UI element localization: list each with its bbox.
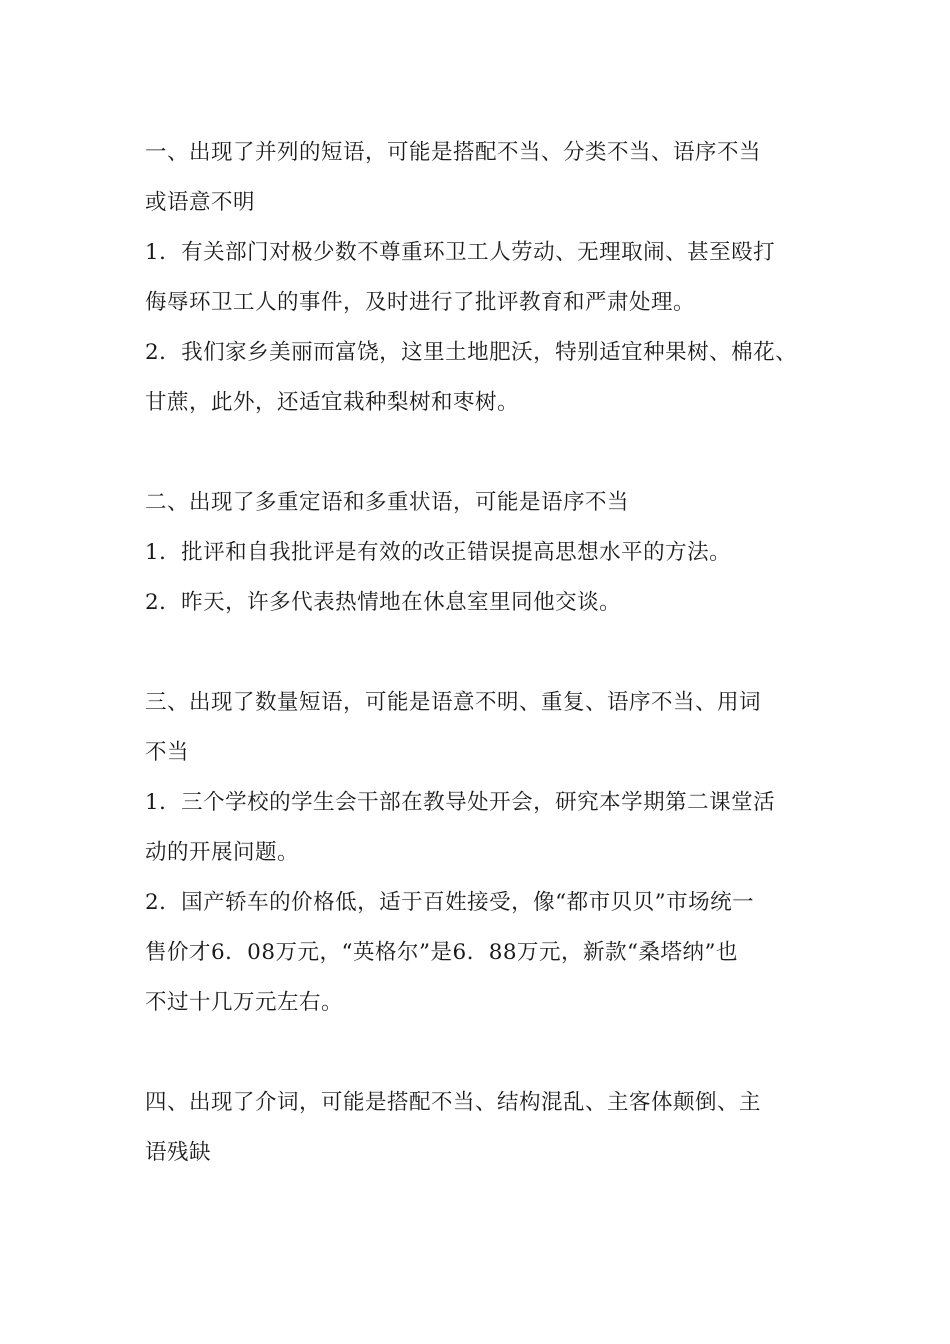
- item-line: 动的开展问题。: [145, 840, 300, 865]
- section-1: [145, 128, 845, 428]
- heading-line: 语残缺: [145, 1140, 212, 1165]
- example-item: [145, 228, 845, 328]
- section-heading: [145, 128, 845, 228]
- section-heading: [145, 678, 845, 778]
- item-line: 2．昨天，许多代表热情地在休息室里同他交谈。: [145, 590, 622, 615]
- item-line: 1．批评和自我批评是有效的改正错误提高思想水平的方法。: [145, 540, 732, 565]
- section-3: [145, 678, 845, 1028]
- heading-line: 一、出现了并列的短语，可能是搭配不当、分类不当、语序不当: [145, 140, 762, 165]
- heading-line: 二、出现了多重定语和多重状语，可能是语序不当: [145, 490, 630, 515]
- item-line: 甘蔗，此外，还适宜栽种梨树和枣树。: [145, 390, 520, 415]
- item-line: 售价才6．08万元，“英格尔”是6．88万元，新款“桑塔纳”也: [145, 940, 739, 965]
- heading-line: 三、出现了数量短语，可能是语意不明、重复、语序不当、用词: [145, 690, 762, 715]
- item-line: 1．有关部门对极少数不尊重环卫工人劳动、无理取闹、甚至殴打: [145, 240, 776, 265]
- item-line: 侮辱环卫工人的事件，及时进行了批评教育和严肃处理。: [145, 290, 696, 315]
- section-2: [145, 478, 845, 628]
- document-body: [145, 128, 845, 1178]
- example-item: [145, 778, 845, 878]
- item-line: 2．国产轿车的价格低，适于百姓接受，像“都市贝贝”市场统一: [145, 890, 755, 915]
- item-line: 2．我们家乡美丽而富饶，这里土地肥沃，特别适宜种果树、棉花、: [145, 340, 798, 365]
- heading-line: 不当: [145, 740, 190, 765]
- heading-line: 四、出现了介词，可能是搭配不当、结构混乱、主客体颠倒、主: [145, 1090, 762, 1115]
- example-item: [145, 528, 845, 578]
- heading-line: 或语意不明: [145, 190, 256, 215]
- item-line: 1．三个学校的学生会干部在教导处开会，研究本学期第二课堂活: [145, 790, 776, 815]
- example-item: [145, 878, 845, 1028]
- item-line: 不过十几万元左右。: [145, 990, 344, 1015]
- example-item: [145, 578, 845, 628]
- section-heading: [145, 1078, 845, 1178]
- section-heading: [145, 478, 845, 528]
- example-item: [145, 328, 845, 428]
- section-4: [145, 1078, 845, 1178]
